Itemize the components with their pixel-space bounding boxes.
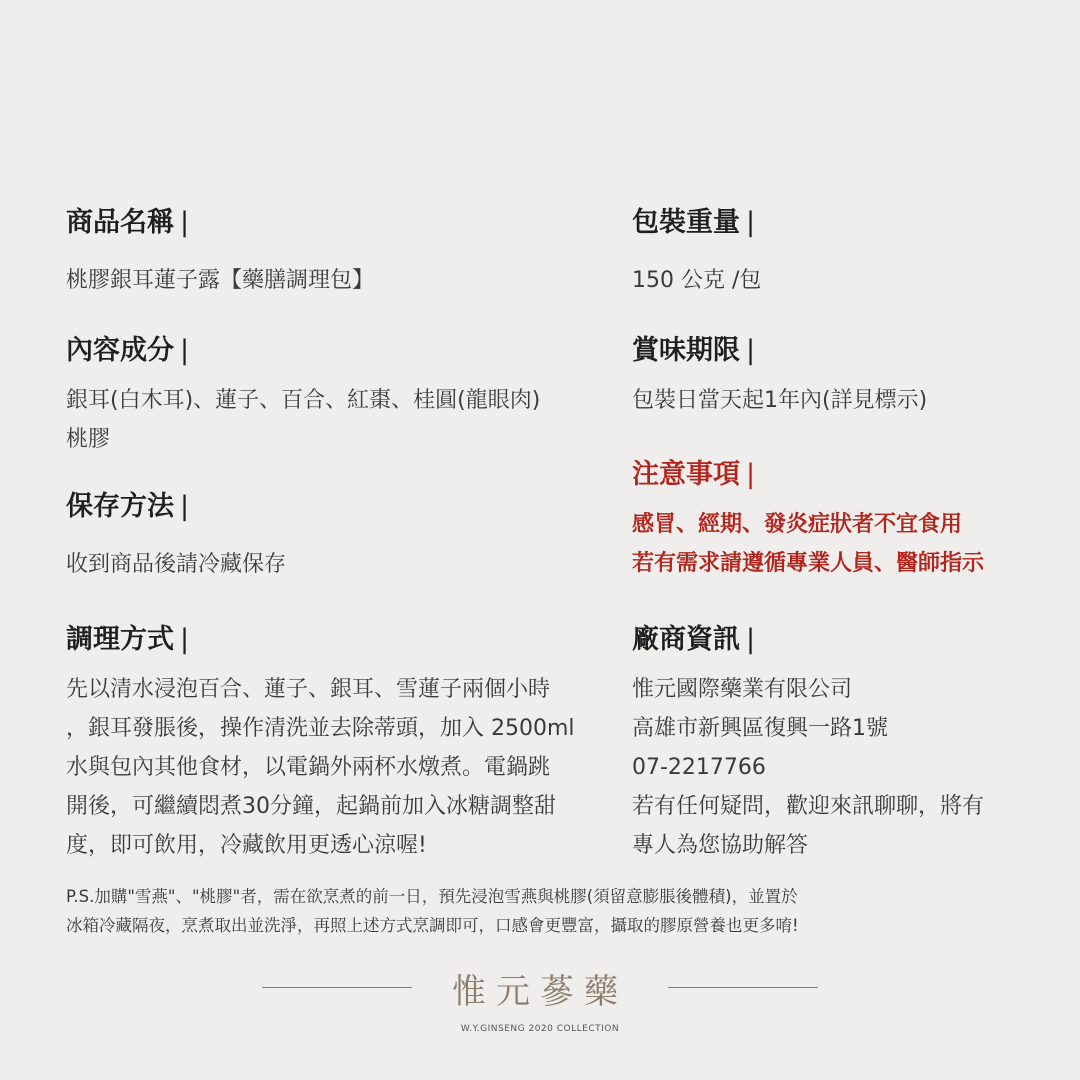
weight-heading: 包裝重量 |: [632, 207, 756, 238]
product-name-section: [66, 207, 374, 300]
brand-divider-right: [668, 987, 818, 988]
cooking-line: 度，即可飲用，冷藏飲用更透心涼喔!: [66, 833, 427, 858]
storage-value: 收到商品後請冷藏保存: [66, 552, 287, 577]
cooking-line: 水與包內其他食材，以電鍋外兩杯水燉煮。電鍋跳: [66, 755, 551, 780]
manufacturer-address: 高雄市新興區復興一路1號: [632, 716, 888, 741]
ps-note-line: P.S.加購"雪燕"、"桃膠"者，需在欲烹煮的前一日，預先浸泡雪燕與桃膠(須留意膨脹後體積)，並置於: [66, 887, 798, 906]
manufacturer-contact-line: 若有任何疑問，歡迎來訊聊聊，將有: [632, 794, 985, 819]
shelf-life-section: [632, 335, 927, 420]
manufacturer-contact-line: 專人為您協助解答: [632, 833, 809, 858]
notice-heading: 注意事項 |: [632, 459, 756, 490]
cooking-line: 開後，可繼續悶煮30分鐘，起鍋前加入冰糖調整甜: [66, 794, 556, 819]
shelf-life-heading: 賞味期限 |: [632, 335, 756, 366]
manufacturer-company: 惟元國際藥業有限公司: [632, 677, 853, 702]
product-name-value: 桃膠銀耳蓮子露【藥膳調理包】: [66, 268, 375, 293]
ingredients-line: 銀耳(白木耳)、蓮子、百合、紅棗、桂圓(龍眼肉): [66, 388, 541, 413]
weight-value: 150 公克 /包: [632, 268, 762, 293]
notice-line: 感冒、經期、發炎症狀者不宜食用: [632, 512, 963, 537]
notice-line: 若有需求請遵循專業人員、醫師指示: [632, 551, 985, 576]
ps-note: [66, 882, 799, 940]
notice-section: [632, 459, 984, 583]
ingredients-line: 桃膠: [66, 427, 111, 452]
cooking-line: 先以清水浸泡百合、蓮子、銀耳、雪蓮子兩個小時: [66, 677, 551, 702]
ps-note-line: 冰箱冷藏隔夜，烹煮取出並洗淨，再照上述方式烹調即可，口感會更豐富，攝取的膠原營養也更多唷!: [66, 916, 799, 935]
cooking-heading: 調理方式 |: [66, 624, 190, 655]
weight-section: [632, 207, 761, 300]
manufacturer-section: [632, 624, 984, 865]
cooking-section: [66, 624, 575, 865]
storage-section: [66, 491, 286, 584]
brand-mark: [0, 962, 1080, 1012]
brand-tagline: W.Y.GINSENG 2020 COLLECTION: [460, 1024, 620, 1034]
manufacturer-heading: 廠商資訊 |: [632, 624, 756, 655]
brand-name: 惟元蔘藥: [452, 972, 628, 1012]
cooking-line: ，銀耳發脹後，操作清洗並去除蒂頭，加入 2500ml: [66, 716, 575, 741]
ingredients-section: [66, 335, 540, 459]
product-name-heading: 商品名稱 |: [66, 207, 190, 238]
manufacturer-phone: 07-2217766: [632, 755, 766, 780]
ingredients-heading: 內容成分 |: [66, 335, 190, 366]
brand-divider-left: [262, 987, 412, 988]
shelf-life-value: 包裝日當天起1年內(詳見標示): [632, 388, 928, 413]
storage-heading: 保存方法 |: [66, 491, 190, 522]
